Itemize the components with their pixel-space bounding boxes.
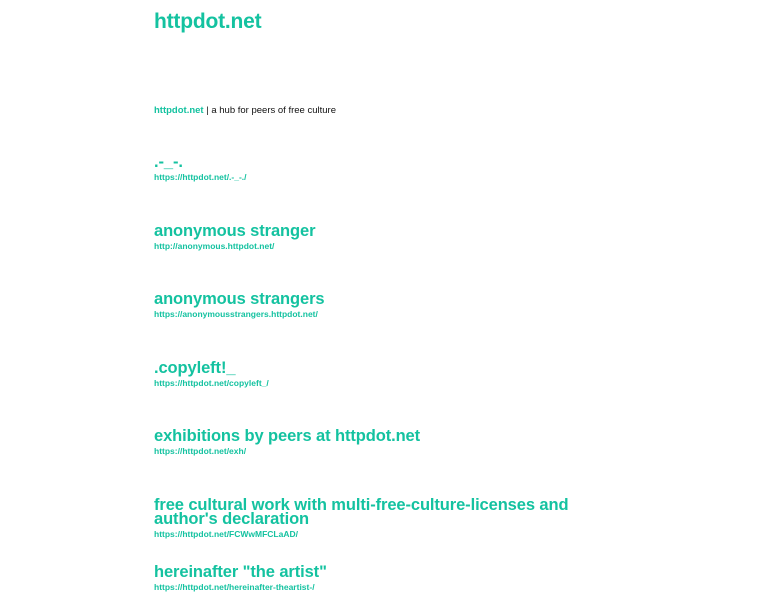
entry-url-link[interactable]: https://httpdot.net/hereinafter-theartist-/ <box>154 581 315 592</box>
list-item <box>154 221 594 290</box>
entry-title-link[interactable]: anonymous strangers <box>154 290 325 308</box>
list-item <box>154 358 594 427</box>
entry-url-link[interactable]: https://httpdot.net/copyleft_/ <box>154 377 269 388</box>
entry-title-link[interactable]: free cultural work with multi-free-culture-licenses and author's declaration <box>154 495 569 528</box>
entry-url-link[interactable]: https://httpdot.net/.-_-./ <box>154 172 247 182</box>
list-item <box>154 289 594 358</box>
site-title-link[interactable]: httpdot.net <box>154 10 262 33</box>
list-item <box>154 562 594 600</box>
entry-title-link[interactable]: .copyleft!_ <box>154 358 236 377</box>
entry-url-link[interactable]: https://httpdot.net/FCWwMFCLaAD/ <box>154 528 298 539</box>
list-item <box>154 426 594 495</box>
tagline-separator: | <box>203 105 212 116</box>
entry-title-link[interactable]: exhibitions by peers at httpdot.net <box>154 427 421 445</box>
list-item <box>154 495 594 562</box>
entry-title-link[interactable]: .-_-. <box>154 153 183 171</box>
entry-url-link[interactable]: https://httpdot.net/exh/ <box>154 446 247 456</box>
tagline-text: a hub for peers of free culture <box>211 105 336 116</box>
entry-title-link[interactable]: hereinafter "the artist" <box>154 562 327 581</box>
page-container <box>154 10 594 592</box>
site-tagline <box>154 105 336 117</box>
entry-url-link[interactable]: https://anonymousstrangers.httpdot.net/ <box>154 309 318 319</box>
entry-title-link[interactable]: anonymous stranger <box>154 221 316 240</box>
tagline-site-link[interactable]: httpdot.net <box>154 105 204 116</box>
entry-url-link[interactable]: http://anonymous.httpdot.net/ <box>154 240 275 251</box>
list-item <box>154 152 594 221</box>
entry-list <box>154 152 594 600</box>
